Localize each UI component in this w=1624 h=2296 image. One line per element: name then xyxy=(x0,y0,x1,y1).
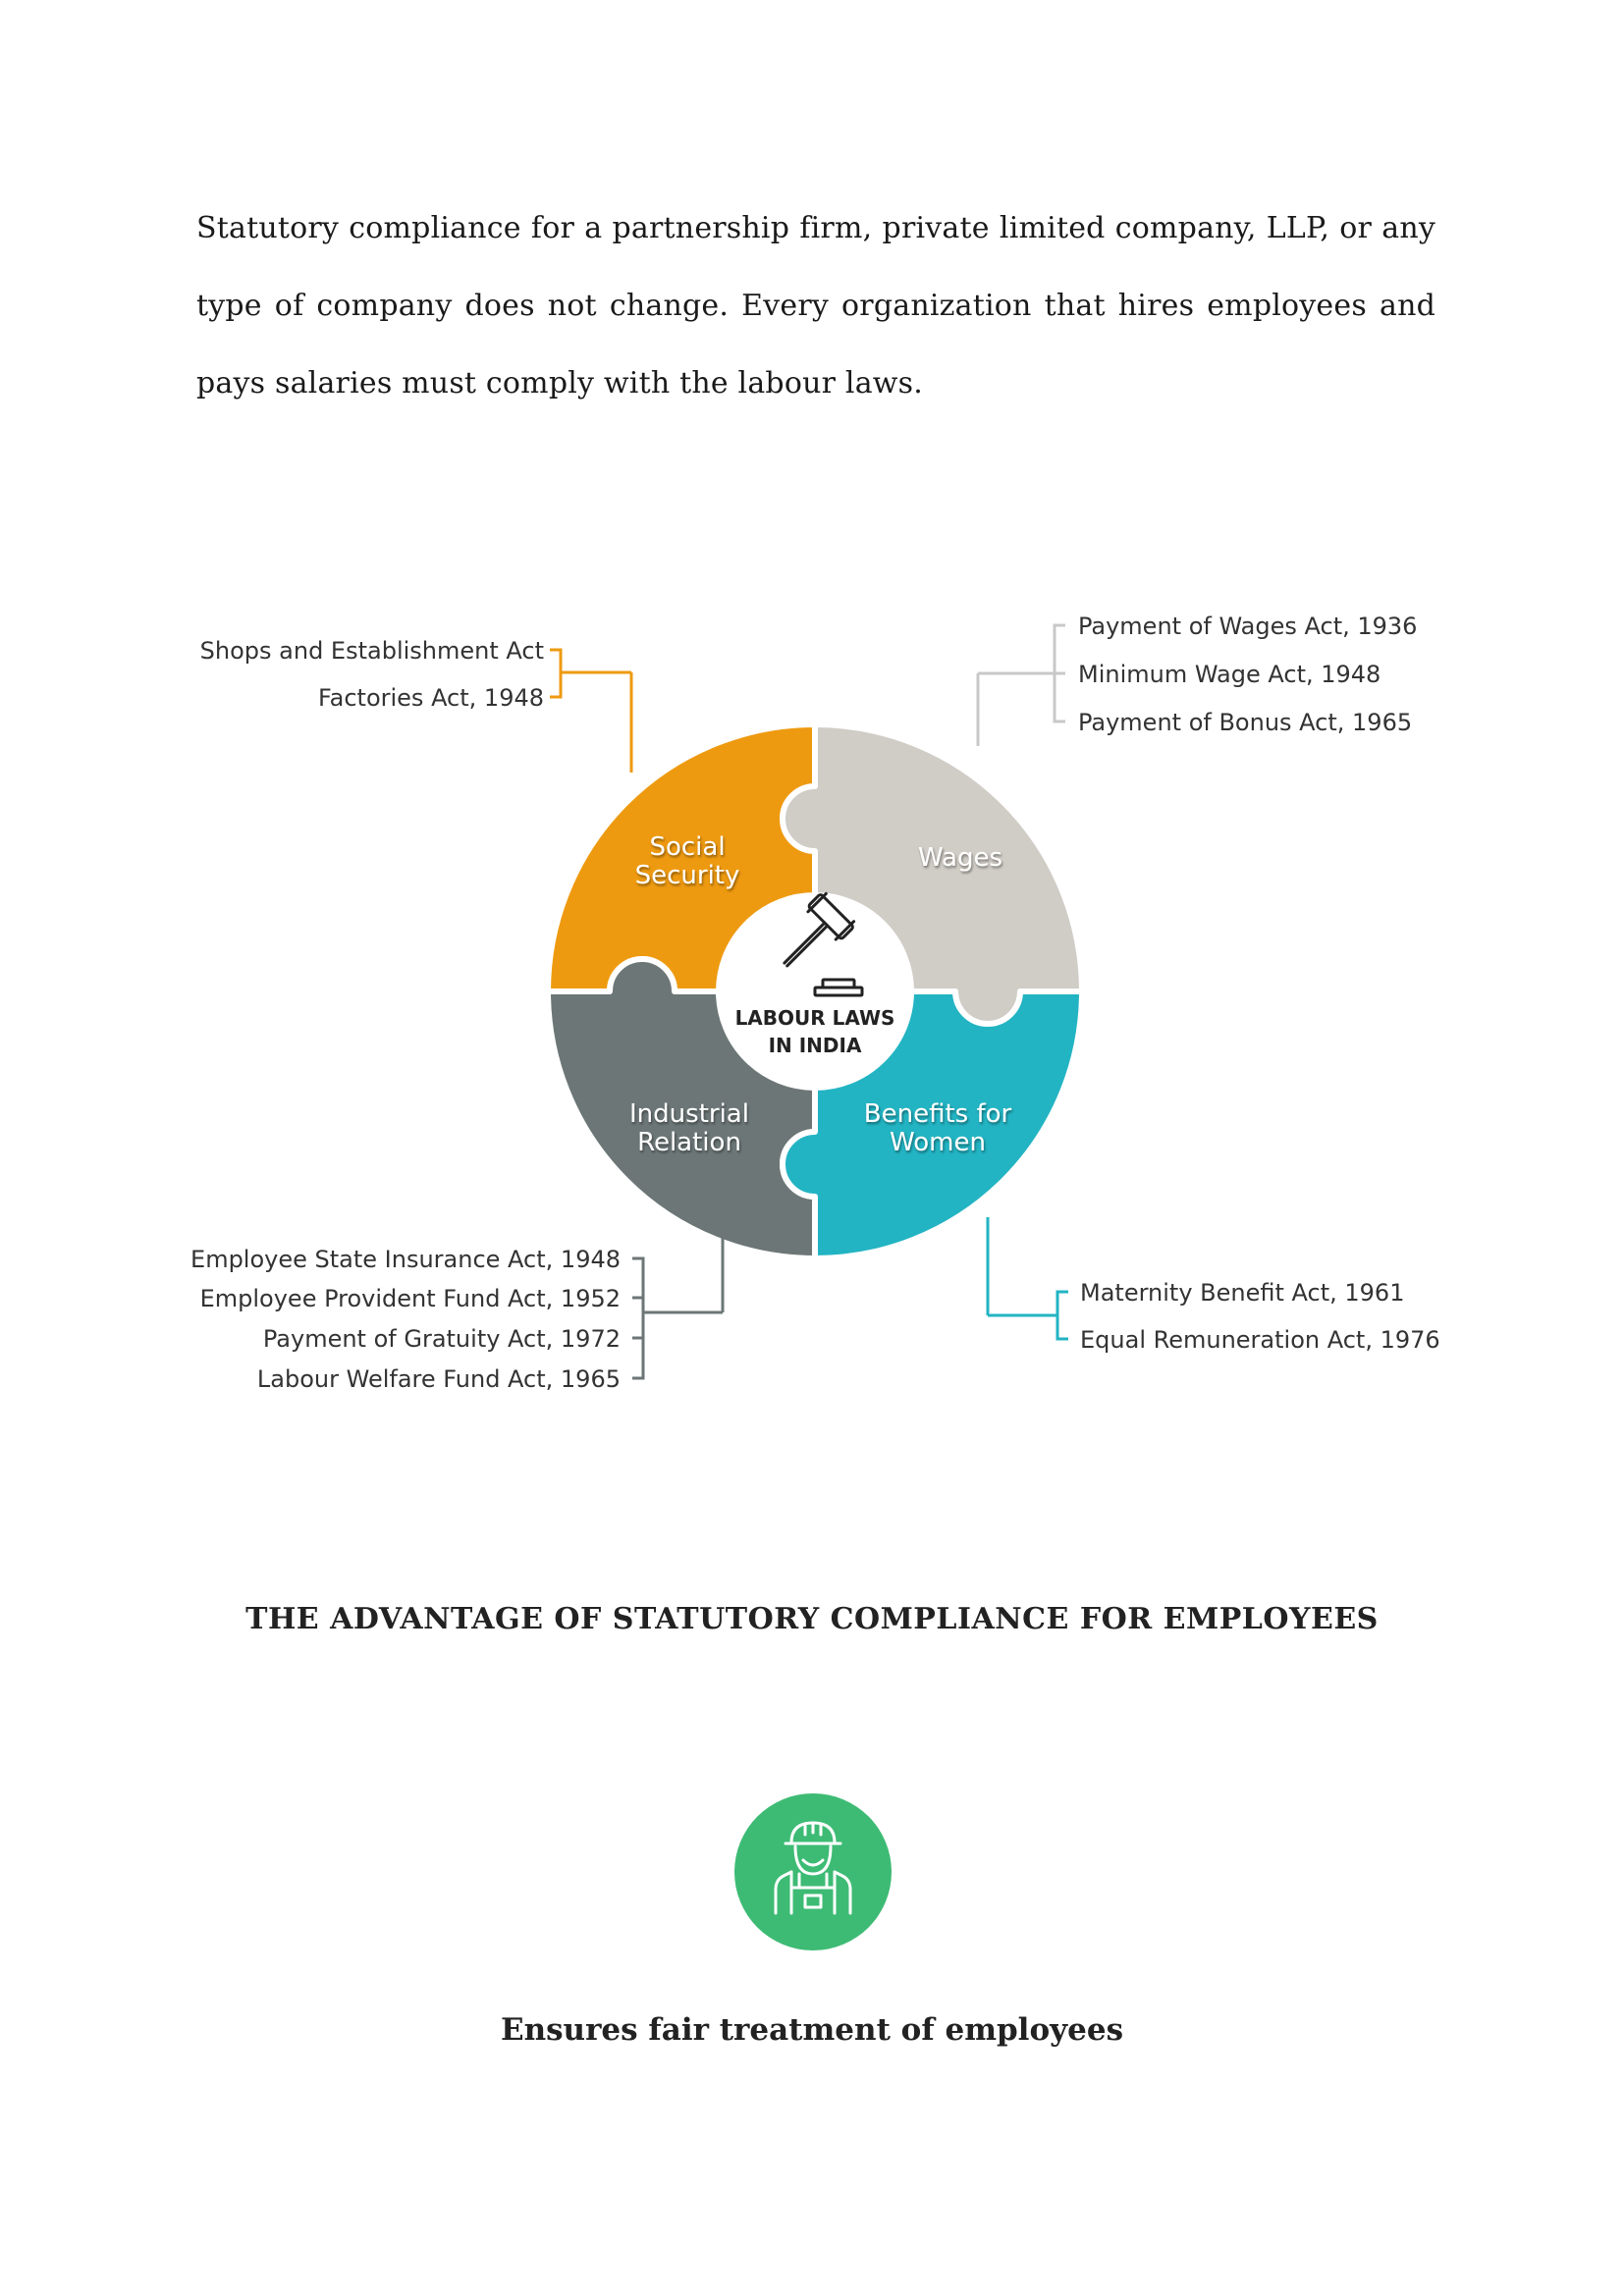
label-industrial-relation-line1: Industrial xyxy=(629,1099,749,1129)
center-label-line1: LABOUR LAWS xyxy=(734,1006,895,1030)
social-security-acts xyxy=(200,637,544,712)
advantage-caption: Ensures fair treatment of employees xyxy=(500,2012,1124,2048)
label-industrial-relation-line2: Relation xyxy=(637,1128,741,1157)
industrial-relation-acts xyxy=(190,1246,621,1393)
connector-social-security xyxy=(550,650,631,773)
act-maternity-benefit: Maternity Benefit Act, 1961 xyxy=(1080,1279,1405,1307)
act-labour-welfare-fund: Labour Welfare Fund Act, 1965 xyxy=(256,1365,621,1393)
intro-paragraph: Statutory compliance for a partnership firm, private limited company, LLP, or any type of company does not change. Every organization that hires employees and pays salaries must comply with the labour laws. xyxy=(196,211,1435,400)
act-esi: Employee State Insurance Act, 1948 xyxy=(190,1246,621,1273)
act-payment-of-bonus: Payment of Bonus Act, 1965 xyxy=(1078,709,1413,736)
labour-laws-diagram xyxy=(0,589,1624,1414)
label-benefits-women-line1: Benefits for xyxy=(863,1099,1012,1129)
section-heading: THE ADVANTAGE OF STATUTORY COMPLIANCE FOR EMPLOYEES xyxy=(245,1602,1379,1636)
label-wages: Wages xyxy=(917,843,1003,873)
worker-badge xyxy=(734,1793,892,1950)
wages-acts xyxy=(1078,613,1417,736)
label-social-security-line2: Security xyxy=(634,861,740,890)
act-epf: Employee Provident Fund Act, 1952 xyxy=(199,1285,621,1312)
act-shops-establishment: Shops and Establishment Act xyxy=(199,637,544,665)
connector-industrial-relation xyxy=(632,1227,723,1378)
connector-wages xyxy=(978,625,1065,746)
act-payment-of-wages: Payment of Wages Act, 1936 xyxy=(1078,613,1418,640)
act-minimum-wage: Minimum Wage Act, 1948 xyxy=(1078,661,1381,688)
label-benefits-women-line2: Women xyxy=(890,1128,986,1157)
connector-benefits-women xyxy=(988,1217,1068,1339)
act-gratuity: Payment of Gratuity Act, 1972 xyxy=(262,1325,621,1353)
act-equal-remuneration: Equal Remuneration Act, 1976 xyxy=(1080,1326,1440,1354)
center-label-line2: IN INDIA xyxy=(768,1034,862,1057)
label-social-security-line1: Social xyxy=(649,832,726,862)
women-acts xyxy=(1080,1279,1440,1354)
act-factories: Factories Act, 1948 xyxy=(318,684,544,712)
